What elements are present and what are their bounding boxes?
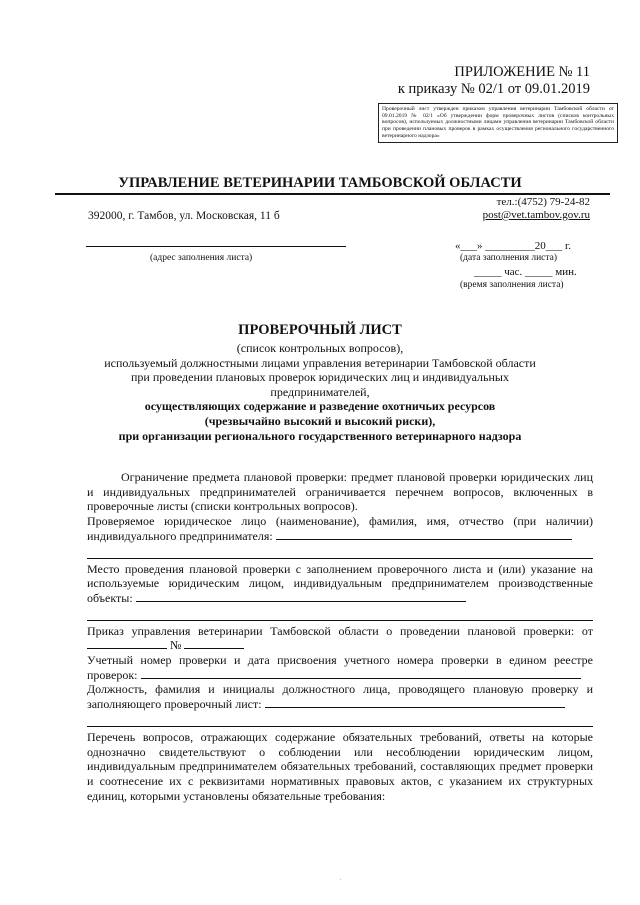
inspected-entity-label: Проверяемое юридическое лицо (наименование), фамилия, имя, отчество (при наличии) индивидуального предпринимателя: (87, 514, 593, 543)
header-divider (55, 193, 610, 195)
appendix-order-ref: к приказу № 02/1 от 09.01.2019 (397, 81, 590, 97)
inspection-place-field[interactable] (136, 591, 466, 602)
registration-label: Учетный номер проверки и дата присвоения учетного номера проверки в едином реестре проверок: (87, 653, 593, 682)
title-line: (список контрольных вопросов), (236, 341, 404, 355)
document-body (87, 470, 593, 803)
order-label: Приказ управления ветеринарии Тамбовской области о проведении плановой проверки: от (87, 623, 593, 638)
title-line: при проведении плановых проверок юридических лиц и индивидуальных (131, 370, 509, 385)
date-fill-field: «___» _________20___ г. (455, 240, 572, 252)
date-fill-label: (дата заполнения листа) (460, 253, 558, 263)
approval-note: Проверочный лист утвержден приказом управления ветеринарии Тамбовской области от 09.01.2019 № 02/1 «Об утверждении форм проверочных листов (списков контрольных вопросов), используемых должностными лицами управления ветеринарии Тамбовской области при проведении плановых проверок в рамках осуществления регионального государственного ветеринарного надзора» (378, 103, 618, 143)
document-title-block (0, 322, 640, 443)
inspector-label: Должность, фамилия и инициалы должностного лица, проводящего плановую проверку и заполняющего проверочный лист: (87, 682, 593, 712)
order-number-field[interactable] (184, 638, 244, 649)
agency-name: УПРАВЛЕНИЕ ВЕТЕРИНАРИИ ТАМБОВСКОЙ ОБЛАСТИ (118, 175, 522, 191)
inspection-place-label: Место проведения плановой проверки с заполнением проверочного листа и (или) указание на используемые юридическим лицом, индивидуальным предпринимателем производственные объекты: (87, 561, 593, 605)
paragraph-order (87, 624, 593, 653)
registration-field[interactable] (141, 668, 581, 679)
agency-phone: тел.:(4752) 79-24-82 (496, 196, 590, 208)
fill-line (87, 558, 593, 559)
inspector-field[interactable] (265, 697, 565, 708)
agency-email: post@vet.tambov.gov.ru (482, 209, 590, 221)
paragraph-scope-limit: Ограничение предмета плановой проверки: предмет плановой проверки юридических лиц и индивидуальных предпринимателей ограничивается перечнем вопросов, включенных в проверочные листы (списки контрольных вопросов). (87, 470, 593, 514)
title-line-bold: осуществляющих содержание и разведение охотничьих ресурсов (144, 399, 496, 414)
appendix-header (398, 64, 590, 98)
paragraph-registration (87, 653, 593, 682)
fill-line (87, 620, 593, 621)
order-number-label: № (170, 638, 182, 653)
fill-line (87, 726, 593, 727)
paragraph-inspection-place (87, 562, 593, 606)
order-date-field[interactable] (87, 638, 167, 649)
address-fill-line (86, 246, 346, 247)
address-fill-label: (адрес заполнения листа) (150, 253, 253, 263)
time-fill-field: _____ час. _____ мин. (474, 266, 577, 278)
paragraph-questions-list: Перечень вопросов, отражающих содержание обязательных требований, ответы на которые однозначно свидетельствуют о соблюдении или несоблюдении юридическим лицом, индивидуальным предпринимателем обязательных требований, составляющих предмет проверки и соотнесение их с реквизитами нормативных правовых актов, с указанием их структурных единиц, которыми установлены обязательные требования: (87, 729, 593, 803)
paragraph-inspector (87, 682, 593, 711)
time-fill-label: (время заполнения листа) (460, 280, 564, 290)
paragraph-inspected-entity (87, 514, 593, 543)
appendix-title: ПРИЛОЖЕНИЕ № 11 (454, 64, 590, 80)
scan-mark: . (340, 876, 342, 882)
inspected-entity-field[interactable] (276, 529, 572, 540)
document-title: ПРОВЕРОЧНЫЙ ЛИСТ (238, 322, 402, 338)
title-line-bold: при организации регионального государственного ветеринарного надзора (118, 428, 522, 443)
title-line: используемый должностными лицами управления ветеринарии Тамбовской области (104, 355, 536, 370)
agency-address: 392000, г. Тамбов, ул. Московская, 11 б (88, 210, 280, 222)
title-line: предпринимателей, (270, 384, 370, 399)
title-line-bold: (чрезвычайно высокий и высокий риски), (204, 413, 436, 428)
